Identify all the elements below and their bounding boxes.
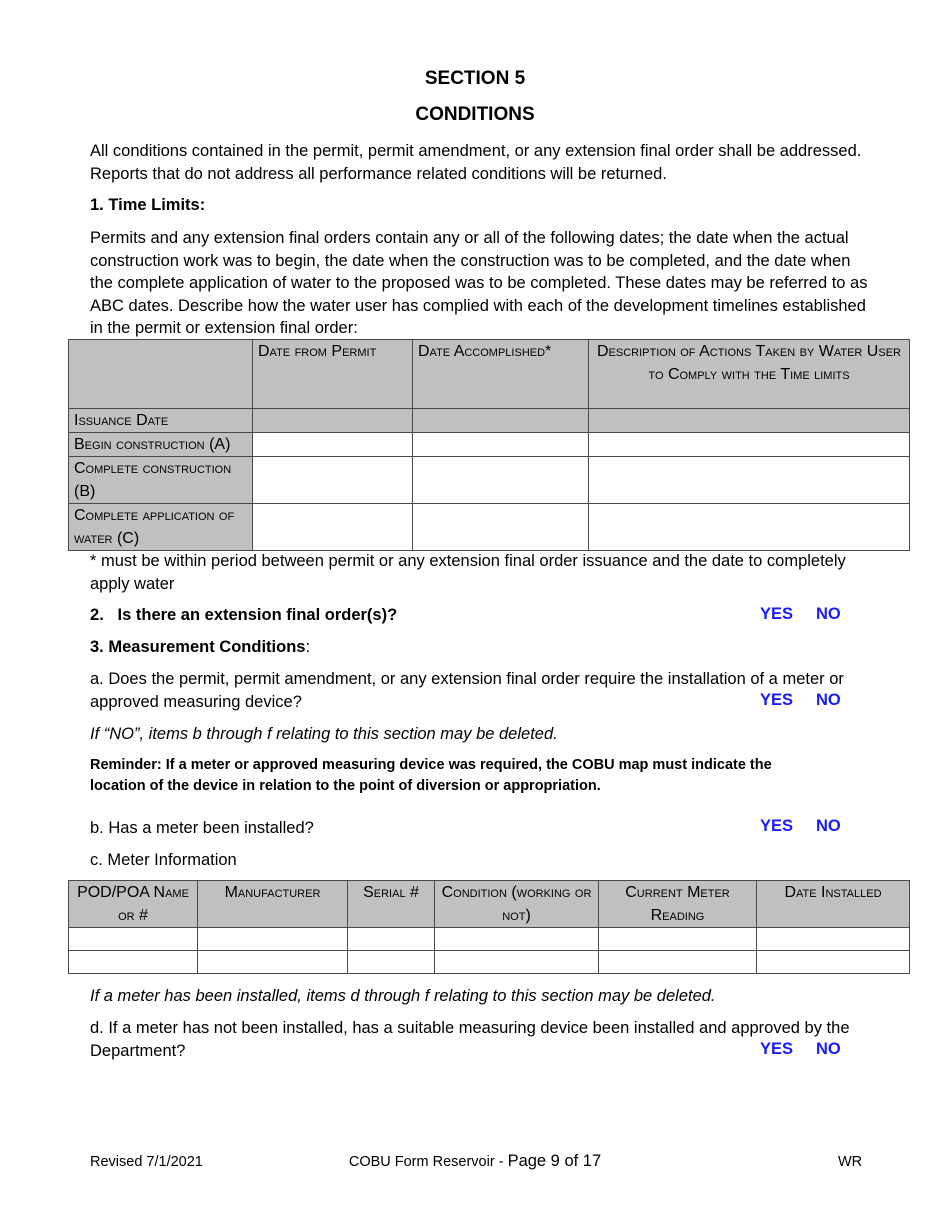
- extension-yes-option[interactable]: YES: [760, 605, 794, 623]
- item-number: 2: [90, 606, 100, 624]
- cell-serial[interactable]: [348, 928, 435, 951]
- cell-condition[interactable]: [435, 928, 599, 951]
- table-row: [69, 504, 910, 551]
- cell-pod-poa[interactable]: [69, 951, 198, 974]
- measurement-heading-text: 3. Measurement Conditions: [90, 638, 306, 656]
- question-d-no-option[interactable]: NO: [816, 1040, 841, 1058]
- question-d-yes-option[interactable]: YES: [760, 1040, 794, 1058]
- cell-description[interactable]: [589, 433, 910, 457]
- cell-serial[interactable]: [348, 951, 435, 974]
- meter-information-table: [68, 880, 910, 974]
- extension-no-option[interactable]: NO: [816, 605, 841, 623]
- intro-paragraph: All conditions contained in the permit, permit amendment, or any extension final order shall be addressed. Reports that do not address all performance related conditions will be returned.: [90, 142, 862, 183]
- row-label-complete-construction: Complete construction (B): [69, 457, 253, 504]
- meter-header-row: [69, 881, 910, 928]
- cell-date-installed[interactable]: [757, 951, 910, 974]
- cell-date-accomplished[interactable]: [413, 433, 589, 457]
- header-date-accomplished: Date Accomplished*: [413, 340, 589, 409]
- footer-revised-date: Revised 7/1/2021: [90, 1154, 203, 1170]
- measurement-heading: 3. Measurement Conditions:: [90, 638, 311, 656]
- cell-date-accomplished[interactable]: [413, 504, 589, 551]
- section-title: CONDITIONS: [415, 104, 535, 125]
- question-a-yes-option[interactable]: YES: [760, 691, 794, 709]
- extension-question: 2. Is there an extension final order(s)?: [90, 606, 398, 624]
- header-date-installed: Date Installed: [757, 881, 910, 928]
- footer-page-number: Page 9 of 17: [507, 1152, 602, 1170]
- extension-question-text: Is there an extension final order(s)?: [117, 606, 398, 624]
- cell-date-from-permit[interactable]: [253, 457, 413, 504]
- cell-condition[interactable]: [435, 951, 599, 974]
- time-limits-table: [68, 339, 910, 551]
- footer-code: WR: [838, 1154, 863, 1170]
- cell-date-from-permit[interactable]: [253, 433, 413, 457]
- cell-current-meter-reading[interactable]: [599, 951, 757, 974]
- cell-description[interactable]: [589, 457, 910, 504]
- header-pod-poa: POD/POA Name or #: [69, 881, 198, 928]
- question-a-text: a. Does the permit, permit amendment, or any extension final order require the installation of a meter or approved measuring device?: [90, 670, 844, 711]
- question-d-text: d. If a meter has not been installed, has a suitable measuring device been installed and approved by the Department?: [90, 1019, 850, 1060]
- question-b-no-option[interactable]: NO: [816, 817, 841, 835]
- cell-manufacturer[interactable]: [198, 928, 348, 951]
- table-row: [69, 951, 910, 974]
- header-condition: Condition (working or not): [435, 881, 599, 928]
- reminder-note: Reminder: If a meter or approved measuring device was required, the COBU map must indicate the location of the device in relation to the point of diversion or appropriation.: [90, 757, 772, 794]
- footer-form-name: COBU Form Reservoir -: [348, 1154, 508, 1170]
- header-current-meter-reading: Current Meter Reading: [599, 881, 757, 928]
- header-date-from-permit: Date from Permit: [253, 340, 413, 409]
- row-label-issuance-date: Issuance Date: [69, 409, 253, 433]
- question-b-text: b. Has a meter been installed?: [90, 819, 314, 837]
- meter-information-label: c. Meter Information: [90, 851, 237, 869]
- question-b-yes-option[interactable]: YES: [760, 817, 794, 835]
- row-label-begin-construction: Begin construction (A): [69, 433, 253, 457]
- cell-manufacturer[interactable]: [198, 951, 348, 974]
- table-row: [69, 457, 910, 504]
- cell-date-from-permit[interactable]: [253, 504, 413, 551]
- section-number-heading: SECTION 5: [424, 68, 526, 89]
- table-row: [69, 433, 910, 457]
- table-corner-cell: [69, 340, 253, 409]
- header-serial: Serial #: [348, 881, 435, 928]
- row-label-complete-application: Complete application of water (C): [69, 504, 253, 551]
- cell-date-accomplished[interactable]: [413, 409, 589, 433]
- table-row: [69, 928, 910, 951]
- cell-date-accomplished[interactable]: [413, 457, 589, 504]
- header-description-of-actions: Description of Actions Taken by Water User to Comply with the Time limits: [589, 340, 910, 409]
- table-row: [69, 409, 910, 433]
- time-limits-body: Permits and any extension final orders contain any or all of the following dates; the date when the actual construction work was to begin, the date when the construction was to be completed, and the date when the complete application of water to the proposed was to be completed. These dates may be referred to as ABC dates. Describe how the water user has complied with each of the development timelines established in the permit or extension final order:: [90, 229, 868, 337]
- cell-description[interactable]: [589, 409, 910, 433]
- cell-current-meter-reading[interactable]: [599, 928, 757, 951]
- cell-pod-poa[interactable]: [69, 928, 198, 951]
- meter-installed-note: If a meter has been installed, items d through f relating to this section may be deleted.: [90, 987, 716, 1005]
- cell-description[interactable]: [589, 504, 910, 551]
- time-limits-footnote: * must be within period between permit or any extension final order issuance and the date to completely apply water: [90, 552, 846, 593]
- header-manufacturer: Manufacturer: [198, 881, 348, 928]
- time-limits-header-row: [69, 340, 910, 409]
- footer-form-page: [0, 1152, 950, 1171]
- cell-date-from-permit[interactable]: [253, 409, 413, 433]
- question-a-no-option[interactable]: NO: [816, 691, 841, 709]
- if-no-note: If “NO”, items b through f relating to this section may be deleted.: [90, 725, 558, 743]
- cell-date-installed[interactable]: [757, 928, 910, 951]
- time-limits-heading: 1. Time Limits:: [90, 196, 206, 214]
